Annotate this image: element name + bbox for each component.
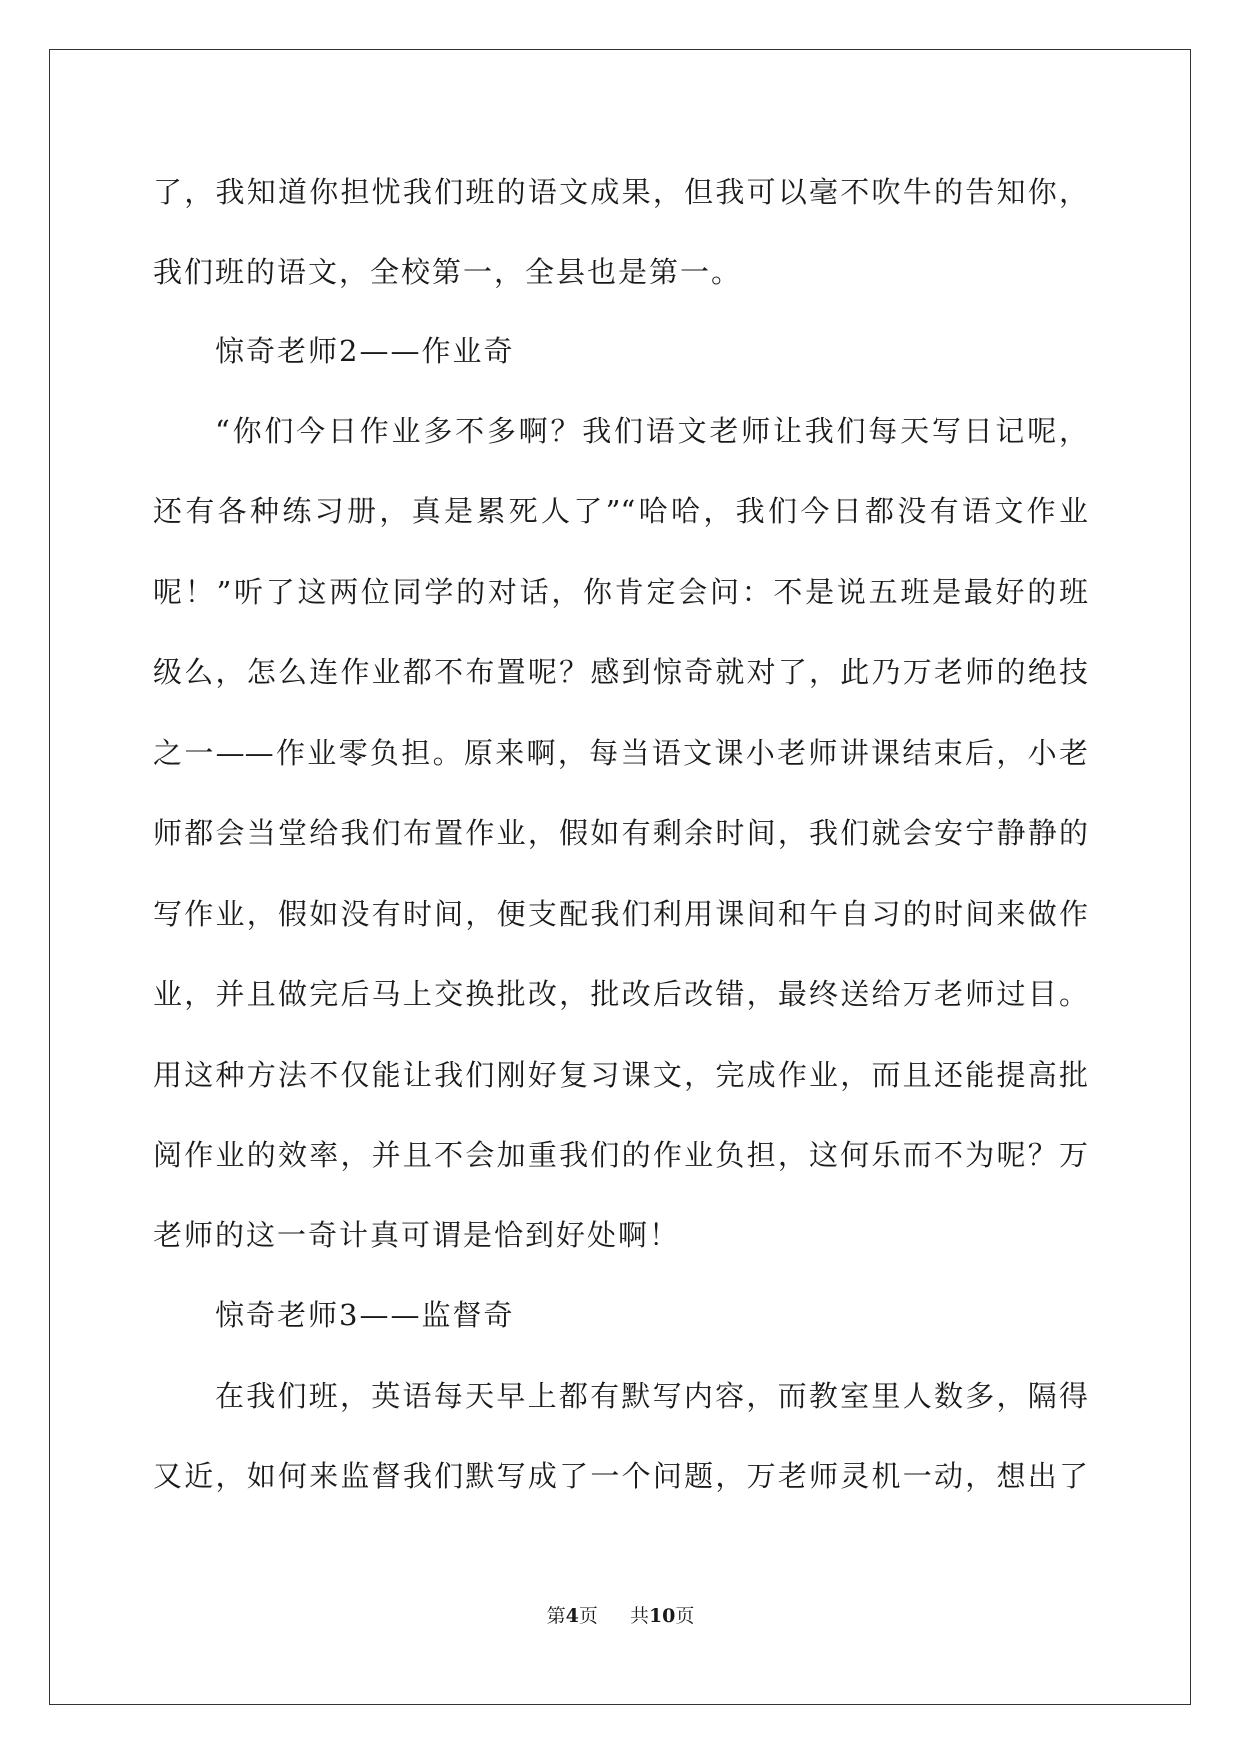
section-heading: 惊奇老师2——作业奇 bbox=[215, 334, 515, 368]
text-line: 师都会当堂给我们布置作业，假如有剩余时间，我们就会安宁静静的 bbox=[153, 816, 1088, 850]
total-pages-indicator bbox=[630, 1604, 694, 1628]
text-line: 还有各种练习册，真是累死人了”“哈哈，我们今日都没有语文作业 bbox=[153, 494, 1088, 528]
text-line: 用这种方法不仅能让我们刚好复习课文，完成作业，而且还能提高批 bbox=[153, 1058, 1088, 1092]
text-line: 阅作业的效率，并且不会加重我们的作业负担，这何乐而不为呢？万 bbox=[153, 1138, 1088, 1172]
page-number: 4 bbox=[565, 1605, 579, 1627]
text-line: 业，并且做完后马上交换批改，批改后改错，最终送给万老师过目。 bbox=[153, 977, 1088, 1011]
section-heading: 惊奇老师3——监督奇 bbox=[215, 1298, 515, 1332]
text-line: 又近，如何来监督我们默写成了一个问题，万老师灵机一动，想出了 bbox=[153, 1459, 1088, 1493]
page-suffix: 页 bbox=[578, 1605, 598, 1627]
text-line: “你们今日作业多不多啊？我们语文老师让我们每天写日记呢， bbox=[215, 414, 1088, 448]
text-line: 了，我知道你担忧我们班的语文成果，但我可以毫不吹牛的告知你， bbox=[153, 175, 1088, 209]
text-line: 在我们班，英语每天早上都有默写内容，而教室里人数多，隔得 bbox=[215, 1379, 1088, 1413]
page-indicator bbox=[547, 1604, 598, 1628]
text-line: 呢！”听了这两位同学的对话，你肯定会问：不是说五班是最好的班 bbox=[153, 575, 1088, 609]
page-footer bbox=[0, 1604, 1241, 1628]
text-line: 我们班的语文，全校第一，全县也是第一。 bbox=[153, 255, 743, 289]
total-prefix: 共 bbox=[629, 1605, 649, 1627]
text-line: 老师的这一奇计真可谓是恰到好处啊！ bbox=[153, 1218, 681, 1252]
text-line: 写作业，假如没有时间，便支配我们利用课间和午自习的时间来做作 bbox=[153, 897, 1088, 931]
text-line: 级么，怎么连作业都不布置呢？感到惊奇就对了，此乃万老师的绝技 bbox=[153, 655, 1088, 689]
text-line: 之一——作业零负担。原来啊，每当语文课小老师讲课结束后，小老 bbox=[153, 736, 1088, 770]
total-number: 10 bbox=[648, 1605, 676, 1627]
total-suffix: 页 bbox=[675, 1605, 695, 1627]
page-prefix: 第 bbox=[546, 1605, 566, 1627]
